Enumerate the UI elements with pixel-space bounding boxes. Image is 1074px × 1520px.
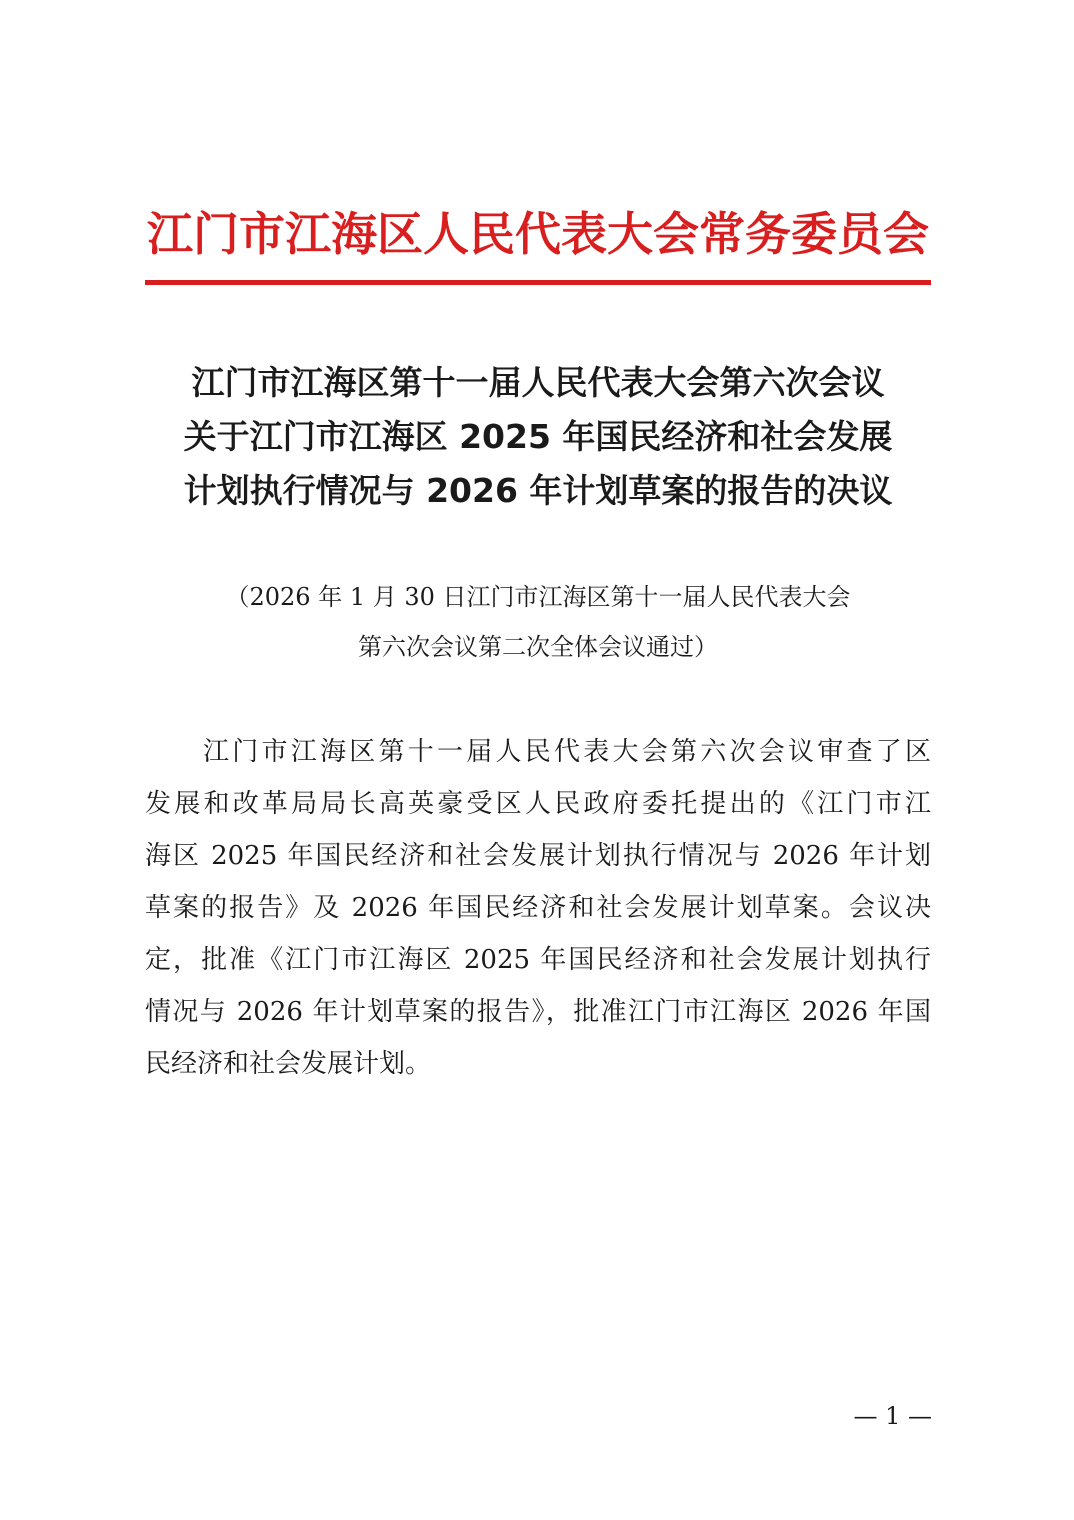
body-line: 发展和改革局局长高英豪受区人民政府委托提出的《江门市江: [145, 789, 931, 819]
document-title: [120, 356, 956, 518]
body-line: 情况与 2026 年计划草案的报告》，批准江门市江海区 2026 年国: [145, 997, 931, 1027]
body-line: 海区 2025 年国民经济和社会发展计划执行情况与 2026 年计划: [145, 841, 931, 871]
body-line: 定，批准《江门市江海区 2025 年国民经济和社会发展计划执行: [145, 945, 931, 975]
body-line: 草案的报告》及 2026 年国民经济和社会发展计划草案。会议决: [145, 893, 931, 923]
title-line: 关于江门市江海区 2025 年国民经济和社会发展: [183, 417, 893, 456]
adoption-note-line: （2026 年 1 月 30 日江门市江海区第十一届人民代表大会: [225, 583, 851, 611]
title-line: 江门市江海区第十一届人民代表大会第六次会议: [191, 363, 885, 402]
adoption-note: [120, 572, 956, 672]
title-line: 计划执行情况与 2026 年计划草案的报告的决议: [183, 471, 893, 510]
adoption-note-line: 第六次会议第二次全体会议通过）: [358, 633, 718, 661]
page-number: — 1 —: [853, 1402, 932, 1430]
resolution-body: [145, 726, 931, 1090]
body-line: 江门市江海区第十一届人民代表大会第六次会议审查了区: [203, 737, 931, 767]
red-divider-line: [145, 280, 931, 285]
body-line: 民经济和社会发展计划。: [145, 1049, 432, 1079]
masthead-title: 江门市江海区人民代表大会常务委员会: [147, 207, 929, 261]
